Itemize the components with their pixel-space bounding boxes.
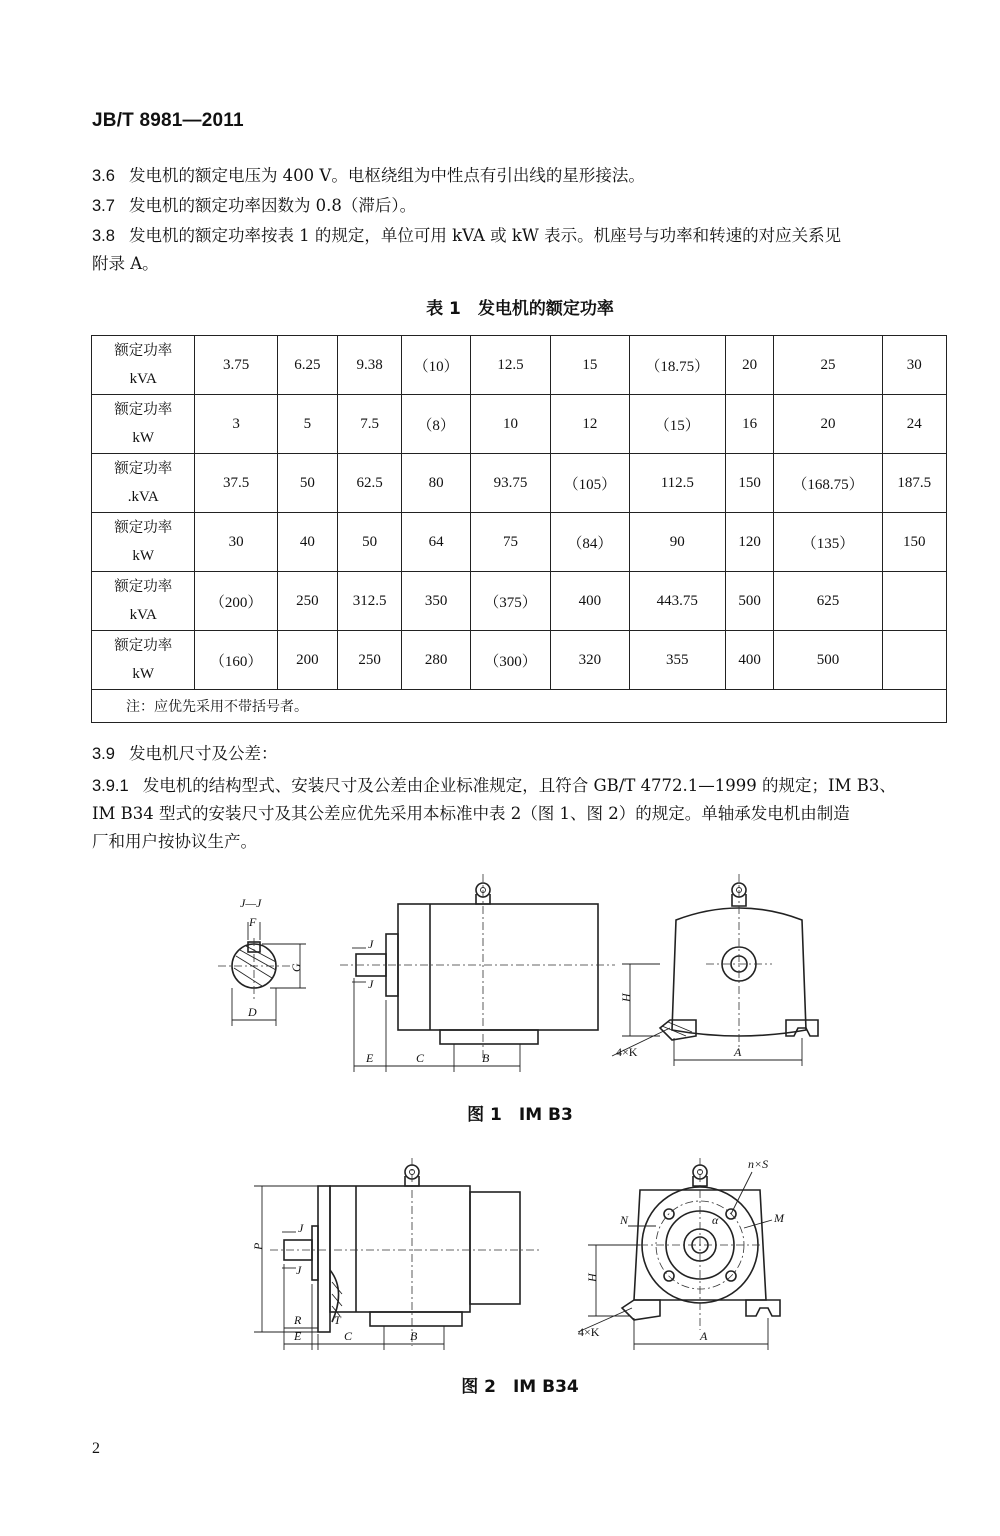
dim-label-E: E <box>366 1051 374 1065</box>
table-row <box>92 513 947 572</box>
clause-text: 发电机的额定电压为 400 V。电枢绕组为中性点有引出线的星形接法。 <box>128 166 645 185</box>
table-cell: 90 <box>629 513 725 572</box>
end-view <box>612 874 818 1066</box>
table-cell: 12 <box>551 395 629 454</box>
table-cell: 7.5 <box>338 395 402 454</box>
row-label-unit: kW <box>132 666 155 682</box>
row-label <box>92 454 195 513</box>
angle-label-alpha: α <box>712 1213 719 1227</box>
dim-label-H: H <box>619 993 633 1002</box>
table-cell: 350 <box>402 572 470 631</box>
section-J-upper: J <box>368 937 374 951</box>
dim-label-B: B <box>482 1051 490 1065</box>
table-row <box>92 572 947 631</box>
table-cell: 625 <box>774 572 882 631</box>
figure-1-drawing <box>0 860 1000 1130</box>
clause-text: 发电机的结构型式、安装尺寸及公差由企业标准规定，且符合 GB/T 4772.1—1999 的规定；IM B3、 <box>142 776 896 795</box>
table-cell: 75 <box>470 513 550 572</box>
clause-3-7 <box>92 192 952 220</box>
table-cell: 500 <box>774 631 882 690</box>
dim-label-H: H <box>585 1273 599 1282</box>
table-cell: 62.5 <box>338 454 402 513</box>
clause-text-continued: IM B34 型式的安装尺寸及其公差应优先采用本标准中表 2（图 1、图 2）的规定。单轴承发电机由制造 <box>92 804 850 823</box>
leader-line <box>744 1220 772 1228</box>
table-cell: 250 <box>277 572 337 631</box>
table-cell: 10 <box>470 395 550 454</box>
side-view <box>340 874 615 1072</box>
clause-text: 发电机的额定功率按表 1 的规定，单位可用 kVA 或 kW 表示。机座号与功率和转速的对应关系见 <box>128 226 842 245</box>
table-cell: 93.75 <box>470 454 550 513</box>
row-label-unit: kW <box>132 430 155 446</box>
table-cell: 120 <box>725 513 773 572</box>
row-label <box>92 336 195 395</box>
table-cell: 150 <box>725 454 773 513</box>
table-cell: 15 <box>551 336 629 395</box>
clause-3-8 <box>92 222 952 278</box>
dim-label-K: 4×K <box>616 1045 638 1059</box>
page-number: 2 <box>92 1440 100 1457</box>
table-row <box>92 454 947 513</box>
table-cell: 3 <box>195 395 277 454</box>
clause-number: 3.9 <box>92 745 115 763</box>
clause-3-9-1 <box>92 772 952 856</box>
table-cell: 9.38 <box>338 336 402 395</box>
row-label-text: 额定功率 <box>114 402 173 418</box>
table-cell: 280 <box>402 631 470 690</box>
table-cell: 64 <box>402 513 470 572</box>
table-cell: （200） <box>195 572 277 631</box>
table-cell: 80 <box>402 454 470 513</box>
dim-label-N: N <box>620 1213 629 1227</box>
table-1-title: 表 1 发电机的额定功率 <box>426 299 614 319</box>
side-view <box>251 1158 540 1350</box>
table-cell: （375） <box>470 572 550 631</box>
dim-label-C: C <box>344 1329 353 1343</box>
table-cell: （300） <box>470 631 550 690</box>
clause-number: 3.6 <box>92 167 115 185</box>
table-cell: 312.5 <box>338 572 402 631</box>
clause-3-9 <box>92 740 952 768</box>
row-label <box>92 395 195 454</box>
section-J-upper: J <box>298 1221 304 1235</box>
table-cell <box>882 572 946 631</box>
table-cell: 500 <box>725 572 773 631</box>
table-row <box>92 395 947 454</box>
dim-label-K: 4×K <box>578 1325 600 1339</box>
table-cell: 30 <box>195 513 277 572</box>
flange-end-view <box>578 1157 785 1350</box>
foot <box>440 1030 538 1044</box>
foot-right <box>786 1020 818 1036</box>
dim-label-M: M <box>774 1211 784 1225</box>
clause-text: 发电机的额定功率因数为 0.8（滞后）。 <box>128 196 417 215</box>
table-cell: （105） <box>551 454 629 513</box>
table-row <box>92 631 947 690</box>
flange <box>318 1186 330 1332</box>
table-note: 注：应优先采用不带括号者。 <box>92 690 947 723</box>
table-cell: 443.75 <box>629 572 725 631</box>
row-label-text: 额定功率 <box>114 579 173 595</box>
table-cell: （160） <box>195 631 277 690</box>
hatch <box>332 1282 342 1316</box>
clause-number: 3.8 <box>92 227 115 245</box>
table-cell: 150 <box>882 513 946 572</box>
section-J-lower: J <box>368 977 374 991</box>
table-cell: 400 <box>725 631 773 690</box>
table-cell: 112.5 <box>629 454 725 513</box>
section-label: J—J <box>240 896 262 910</box>
foot <box>370 1312 462 1326</box>
row-label-text: 额定功率 <box>114 520 173 536</box>
table-cell: （168.75） <box>774 454 882 513</box>
table-cell: 355 <box>629 631 725 690</box>
row-label <box>92 572 195 631</box>
table-cell: 3.75 <box>195 336 277 395</box>
table-cell: （84） <box>551 513 629 572</box>
dim-label-D: D <box>248 1005 257 1019</box>
table-cell: 6.25 <box>277 336 337 395</box>
foot-right <box>746 1300 780 1316</box>
table-cell: 20 <box>774 395 882 454</box>
table-cell: （10） <box>402 336 470 395</box>
dim-label-G: G <box>289 963 303 972</box>
table-cell: （18.75） <box>629 336 725 395</box>
spigot <box>312 1226 318 1280</box>
section-J-lower: J <box>296 1263 302 1277</box>
table-cell: 24 <box>882 395 946 454</box>
rear-housing <box>470 1192 520 1304</box>
clause-number: 3.9.1 <box>92 777 129 795</box>
rated-power-table <box>91 335 947 723</box>
table-cell: 5 <box>277 395 337 454</box>
table-cell <box>882 631 946 690</box>
clause-text: 发电机尺寸及公差： <box>128 744 278 763</box>
row-label-unit: kVA <box>129 607 157 623</box>
table-cell: （8） <box>402 395 470 454</box>
row-label-unit: kW <box>132 548 155 564</box>
row-label <box>92 631 195 690</box>
shaft-section-view <box>218 896 306 1026</box>
clause-text-continued: 厂和用户按协议生产。 <box>92 832 257 851</box>
dim-label-B: B <box>410 1329 418 1343</box>
table-note-row <box>92 690 947 723</box>
table-cell: （135） <box>774 513 882 572</box>
table-row <box>92 336 947 395</box>
figure-2-drawing <box>0 1150 1000 1370</box>
clause-3-6 <box>92 162 952 190</box>
frame-body <box>330 1186 470 1312</box>
table-cell: 12.5 <box>470 336 550 395</box>
table-cell: 250 <box>338 631 402 690</box>
clause-text-continued: 附录 A。 <box>92 254 159 273</box>
table-cell: 30 <box>882 336 946 395</box>
dim-label-T: T <box>334 1313 341 1327</box>
dim-label-C: C <box>416 1051 425 1065</box>
table-cell: （15） <box>629 395 725 454</box>
figure-1-caption: 图 1 IM B3 <box>467 1105 573 1125</box>
table-cell: 400 <box>551 572 629 631</box>
table-cell: 40 <box>277 513 337 572</box>
table-cell: 320 <box>551 631 629 690</box>
dim-label-E: E <box>294 1329 302 1343</box>
dim-label-nS: n×S <box>748 1157 769 1171</box>
dim-label-R: R <box>294 1313 302 1327</box>
row-label-text: 额定功率 <box>114 461 173 477</box>
dim-label-F: F <box>249 915 257 929</box>
leader-line <box>731 1172 752 1214</box>
table-cell: 25 <box>774 336 882 395</box>
table-cell: 16 <box>725 395 773 454</box>
table-cell: 187.5 <box>882 454 946 513</box>
dim-label-A: A <box>700 1329 708 1343</box>
table-cell: 50 <box>277 454 337 513</box>
figure-2-caption: 图 2 IM B34 <box>461 1377 579 1397</box>
dim-label-A: A <box>734 1045 742 1059</box>
row-label-unit: .kVA <box>127 489 159 505</box>
row-label-text: 额定功率 <box>114 638 173 654</box>
table-cell: 20 <box>725 336 773 395</box>
row-label-unit: kVA <box>129 371 157 387</box>
table-cell: 37.5 <box>195 454 277 513</box>
document-id: JB/T 8981—2011 <box>92 110 244 131</box>
row-label <box>92 513 195 572</box>
row-label-text: 额定功率 <box>114 343 173 359</box>
clause-number: 3.7 <box>92 197 115 215</box>
table-cell: 200 <box>277 631 337 690</box>
dim-label-P: P <box>251 1242 265 1250</box>
frame-body <box>398 904 598 1030</box>
table-cell: 50 <box>338 513 402 572</box>
